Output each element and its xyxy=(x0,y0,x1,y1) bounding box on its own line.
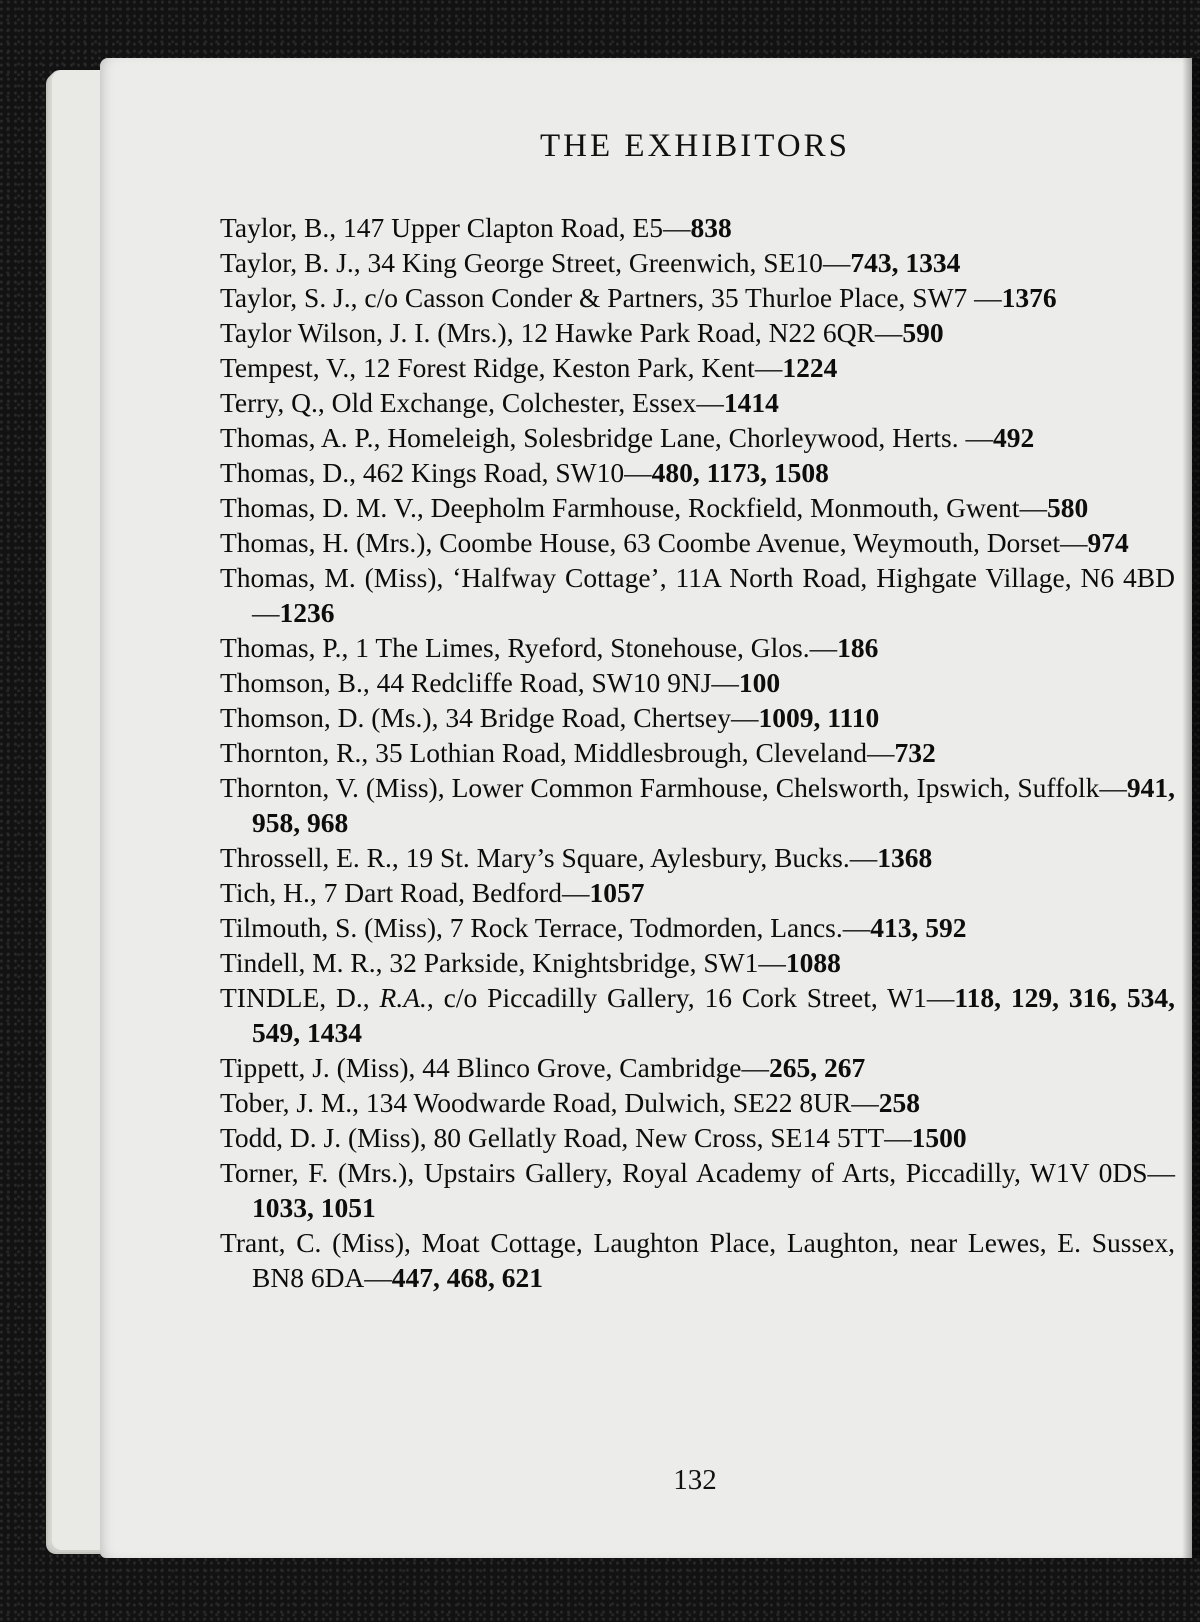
list-item: Throssell, E. R., 19 St. Mary’s Square, Aylesbury, Bucks.—1368 xyxy=(220,842,933,873)
list-item: Terry, Q., Old Exchange, Colchester, Essex—1414 xyxy=(220,387,779,418)
list-item: Thornton, R., 35 Lothian Road, Middlesbrough, Cleveland—732 xyxy=(220,737,936,768)
list-item: Tindell, M. R., 32 Parkside, Knightsbridge, SW1—1088 xyxy=(220,947,841,978)
list-item: Thomas, P., 1 The Limes, Ryeford, Stonehouse, Glos.—186 xyxy=(220,632,879,663)
list-item: Tober, J. M., 134 Woodwarde Road, Dulwich, SE22 8UR—258 xyxy=(220,1087,921,1118)
page-number: 132 xyxy=(673,1464,717,1496)
list-item: Tippett, J. (Miss), 44 Blinco Grove, Cambridge—265, 267 xyxy=(220,1052,866,1083)
list-item: Torner, F. (Mrs.), Upstairs Gallery, Royal Academy of Arts, Piccadilly, W1V 0DS—1033, 1051 xyxy=(220,1157,1175,1223)
exhibitor-list xyxy=(220,210,1175,1295)
list-item: Taylor, B. J., 34 King George Street, Greenwich, SE10—743, 1334 xyxy=(220,247,961,278)
list-item: Thomson, D. (Ms.), 34 Bridge Road, Chertsey—1009, 1110 xyxy=(220,702,880,733)
list-item: Thomas, M. (Miss), ‘Halfway Cottage’, 11A North Road, Highgate Village, N6 4BD—1236 xyxy=(220,562,1175,628)
list-item: TINDLE, D., R.A., c/o Piccadilly Gallery, 16 Cork Street, W1—118, 129, 316, 534, 549, 1434 xyxy=(220,982,1176,1048)
list-item: Taylor, S. J., c/o Casson Conder & Partners, 35 Thurloe Place, SW7 —1376 xyxy=(220,282,1057,313)
list-item: Tich, H., 7 Dart Road, Bedford—1057 xyxy=(220,877,645,908)
gutter-shadow xyxy=(1182,58,1200,1558)
list-item: Taylor Wilson, J. I. (Mrs.), 12 Hawke Park Road, N22 6QR—590 xyxy=(220,317,944,348)
running-header: THE EXHIBITORS xyxy=(540,128,850,164)
list-item: Trant, C. (Miss), Moat Cottage, Laughton Place, Laughton, near Lewes, E. Sussex, BN8 6DA—447, 468, 621 xyxy=(220,1227,1175,1293)
list-item: Thornton, V. (Miss), Lower Common Farmhouse, Chelsworth, Ipswich, Suffolk—941, 958, 968 xyxy=(220,772,1176,838)
list-item: Thomson, B., 44 Redcliffe Road, SW10 9NJ—100 xyxy=(220,667,781,698)
list-item: Tempest, V., 12 Forest Ridge, Keston Park, Kent—1224 xyxy=(220,352,838,383)
list-item: Taylor, B., 147 Upper Clapton Road, E5—838 xyxy=(220,212,732,243)
list-item: Tilmouth, S. (Miss), 7 Rock Terrace, Todmorden, Lancs.—413, 592 xyxy=(220,912,967,943)
list-item: Thomas, H. (Mrs.), Coombe House, 63 Coombe Avenue, Weymouth, Dorset—974 xyxy=(220,527,1129,558)
list-item: Thomas, D. M. V., Deepholm Farmhouse, Rockfield, Monmouth, Gwent—580 xyxy=(220,492,1089,523)
list-item: Thomas, D., 462 Kings Road, SW10—480, 1173, 1508 xyxy=(220,457,829,488)
list-item: Thomas, A. P., Homeleigh, Solesbridge Lane, Chorleywood, Herts. —492 xyxy=(220,422,1035,453)
list-item: Todd, D. J. (Miss), 80 Gellatly Road, New Cross, SE14 5TT—1500 xyxy=(220,1122,967,1153)
